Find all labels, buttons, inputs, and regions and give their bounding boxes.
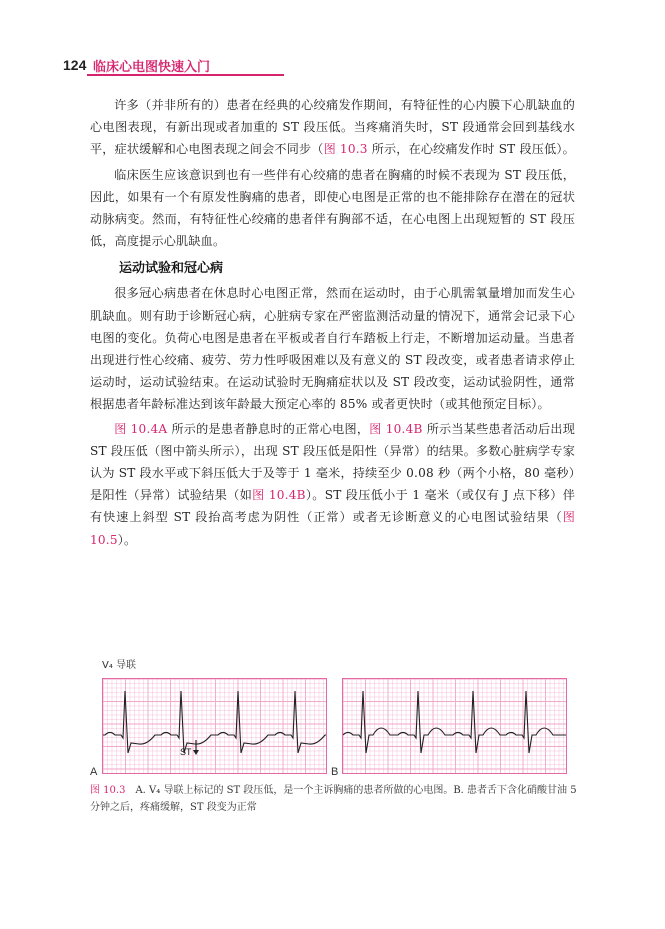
figure-reference: 图 10.3 bbox=[323, 142, 368, 157]
body-text bbox=[90, 94, 575, 551]
figure-reference: 图 10.5 bbox=[90, 510, 575, 547]
page-header bbox=[63, 54, 623, 78]
paragraph-4 bbox=[90, 418, 575, 551]
ecg-strip-b bbox=[343, 679, 566, 773]
figure-reference: 图 10.4A bbox=[114, 421, 168, 436]
lead-label: V₄ 导联 bbox=[102, 660, 137, 671]
section-heading: 运动试验和冠心病 bbox=[119, 261, 224, 277]
ecg-trace-b bbox=[343, 691, 566, 753]
text-run: 很多冠心病患者在休息时心电图正常，然而在运动时，由于心肌需氧量增加而发生心肌缺血。则有助于诊断冠心病，心脏病专家在严密监测活动量的情况下，通常会记录下心电图的变化。负荷心电图是患者在平板或者自行车踏板上行走，不断增加运动量。当患者出现进行性心绞痛、疲劳、劳力性呼吸困难以及有意义的 ST 段改变，或者患者请求停止运动时，运动试验结束。在运动试验时无胸痛症状以及 ST 段改变，运动试验阴性，通常根据患者年龄标准达到该年龄最大预定心率的 85% 或者更快时（或其他预定目标）。 bbox=[90, 286, 575, 412]
running-title: 临床心电图快速入门 bbox=[93, 60, 211, 75]
page-number: 124 bbox=[63, 57, 87, 73]
text-run: 所示的是患者静息时的正常心电图， bbox=[167, 421, 370, 436]
panel-label-a: A bbox=[90, 766, 98, 778]
ecg-strip-a bbox=[103, 679, 326, 773]
text-run: 临床医生应该意识到也有一些伴有心绞痛的患者在胸痛的时候不表现为 ST 段压低，因此，如果有一个有原发性胸痛的患者，即使心电图是正常的也不能排除存在潜在的冠状动脉病变。然而，有特征性心绞痛的患者伴有胸部不适，在心电图上出现短暂的 ST 段压低，高度提示心肌缺血。 bbox=[90, 167, 575, 249]
ecg-grid bbox=[343, 679, 566, 773]
caption-number: 图 10.3 bbox=[90, 785, 126, 796]
text-run: ）。ST 段压低小于 1 毫米（或仅有 J 点下移）伴有快速上斜型 ST 段抬高考虑为阴性（正常）或者无诊断意义的心电图试验结果（ bbox=[90, 488, 575, 525]
text-run: 所示，在心绞痛发作时 ST 段压低）。 bbox=[367, 142, 575, 157]
paragraph-2 bbox=[90, 164, 575, 253]
text-run: 许多（并非所有的）患者在经典的心绞痛发作期间，有特征性的心内膜下心肌缺血的心电图表现，有新出现或者加重的 ST 段压低。当疼痛消失时，ST 段通常会回到基线水平，症状缓解和心电图表现之间会不同步（ bbox=[90, 98, 575, 157]
figure-caption bbox=[90, 782, 580, 816]
figure-10-3 bbox=[90, 652, 580, 817]
paragraph-1 bbox=[90, 94, 575, 161]
ecg-grid bbox=[103, 679, 326, 773]
figure-reference: 图 10.4B bbox=[369, 421, 423, 436]
st-arrow-head-icon bbox=[193, 750, 199, 755]
ecg-panel-a bbox=[102, 678, 327, 774]
text-run: ）。 bbox=[117, 532, 137, 547]
ecg-trace-a bbox=[103, 691, 326, 753]
panel-label-b: B bbox=[331, 766, 339, 778]
ecg-panel-b bbox=[342, 678, 567, 774]
text-run: 所示当某些患者活动后出现 ST 段压低（图中箭头所示），出现 ST 段压低是阳性（异常）的结果。多数心脏病学专家认为 ST 段水平或下斜压低大于及等于 1 毫米，持续至少 0.08 秒（两个小格，80 毫秒）是阳性（异常）试验结果（如 bbox=[90, 421, 575, 503]
st-label: ST bbox=[180, 747, 192, 757]
figure-reference: 图 10.4B bbox=[252, 488, 306, 503]
caption-text: A. V₄ 导联上标记的 ST 段压低，是一个主诉胸痛的患者所做的心电图。B. 患者舌下含化硝酸甘油 5 分钟之后，疼痛缓解，ST 段变为正常 bbox=[90, 785, 577, 813]
paragraph-3 bbox=[90, 282, 575, 415]
